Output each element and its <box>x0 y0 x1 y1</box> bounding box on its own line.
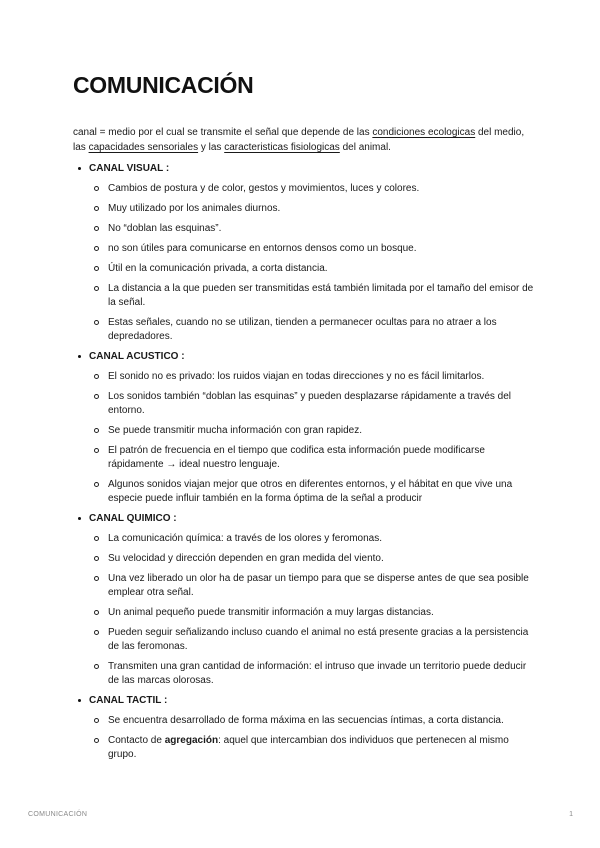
item-list <box>89 714 535 762</box>
list-item: Muy utilizado por los animales diurnos. <box>89 202 535 216</box>
list-item: Una vez liberado un olor ha de pasar un tiempo para que se disperse antes de que sea posible emplear otra señal. <box>89 572 535 600</box>
list-item: no son útiles para comunicarse en entornos densos como un bosque. <box>89 242 535 256</box>
item-list <box>89 532 535 688</box>
section-canal-acustico <box>73 350 535 506</box>
list-item: Se encuentra desarrollado de forma máxima en las secuencias íntimas, a corta distancia. <box>89 714 535 728</box>
section-list <box>73 162 535 768</box>
list-item: Transmiten una gran cantidad de información: el intruso que invade un territorio puede deducir de las marcas olorosas. <box>89 660 535 688</box>
intro-text: del animal. <box>339 141 391 153</box>
section-title: CANAL VISUAL : <box>89 163 170 174</box>
list-item: Se puede transmitir mucha información con gran rapidez. <box>89 424 535 438</box>
page-title: COMUNICACIÓN <box>73 72 254 98</box>
item-list <box>89 370 535 506</box>
list-item: La comunicación química: a través de los olores y feromonas. <box>89 532 535 546</box>
list-item: Algunos sonidos viajan mejor que otros en diferentes entornos, y el hábitat en que vive una especie puede influir también en la forma óptima de la señal a producir <box>89 478 535 506</box>
list-item: Un animal pequeño puede transmitir información a muy largas distancias. <box>89 606 535 620</box>
list-item: Cambios de postura y de color, gestos y movimientos, luces y colores. <box>89 182 535 196</box>
list-item <box>89 734 535 762</box>
item-text: Contacto de <box>108 735 165 746</box>
item-text: : aquel que intercambian dos individuos que pertenecen al mismo grupo. <box>108 735 509 760</box>
underlined-term: capacidades sensoriales <box>88 141 199 153</box>
section-canal-tactil <box>73 694 535 762</box>
intro-text: del medio, las <box>73 127 525 153</box>
underlined-term: caracteristicas fisiologicas <box>224 141 340 153</box>
underlined-term: condiciones ecologicas <box>372 127 476 138</box>
section-title: CANAL TACTIL : <box>89 695 168 706</box>
list-item: Su velocidad y dirección dependen en gran medida del viento. <box>89 552 535 566</box>
list-item: La distancia a la que pueden ser transmitidas está también limitada por el tamaño del emisor de la señal. <box>89 282 535 310</box>
list-item: Útil en la comunicación privada, a corta distancia. <box>89 262 535 276</box>
intro-text: canal = medio por el cual se transmite el señal que depende de las <box>73 127 373 138</box>
section-canal-visual <box>73 162 535 344</box>
footer-title: COMUNICACIÓN <box>28 811 88 818</box>
section-title: CANAL ACUSTICO : <box>89 351 185 362</box>
list-item: El patrón de frecuencia en el tiempo que codifica esta información puede modificarse rápidamente → ideal nuestro lenguaje. <box>89 444 535 472</box>
section-title: CANAL QUIMICO : <box>89 513 177 524</box>
item-list <box>89 182 535 344</box>
intro-text: y las <box>198 141 225 153</box>
list-item: Los sonidos también “doblan las esquinas” y pueden desplazarse rápidamente a través del entorno. <box>89 390 535 418</box>
list-item: El sonido no es privado: los ruidos viajan en todas direcciones y no es fácil limitarlos. <box>89 370 535 384</box>
bold-term: agregación <box>164 735 219 746</box>
page-number: 1 <box>569 811 573 818</box>
intro-paragraph <box>73 126 535 155</box>
list-item: Pueden seguir señalizando incluso cuando el animal no está presente gracias a la persistencia de las feromonas. <box>89 626 535 654</box>
list-item: No “doblan las esquinas”. <box>89 222 535 236</box>
list-item: Estas señales, cuando no se utilizan, tienden a permanecer ocultas para no atraer a los depredadores. <box>89 316 535 344</box>
section-canal-quimico <box>73 512 535 688</box>
